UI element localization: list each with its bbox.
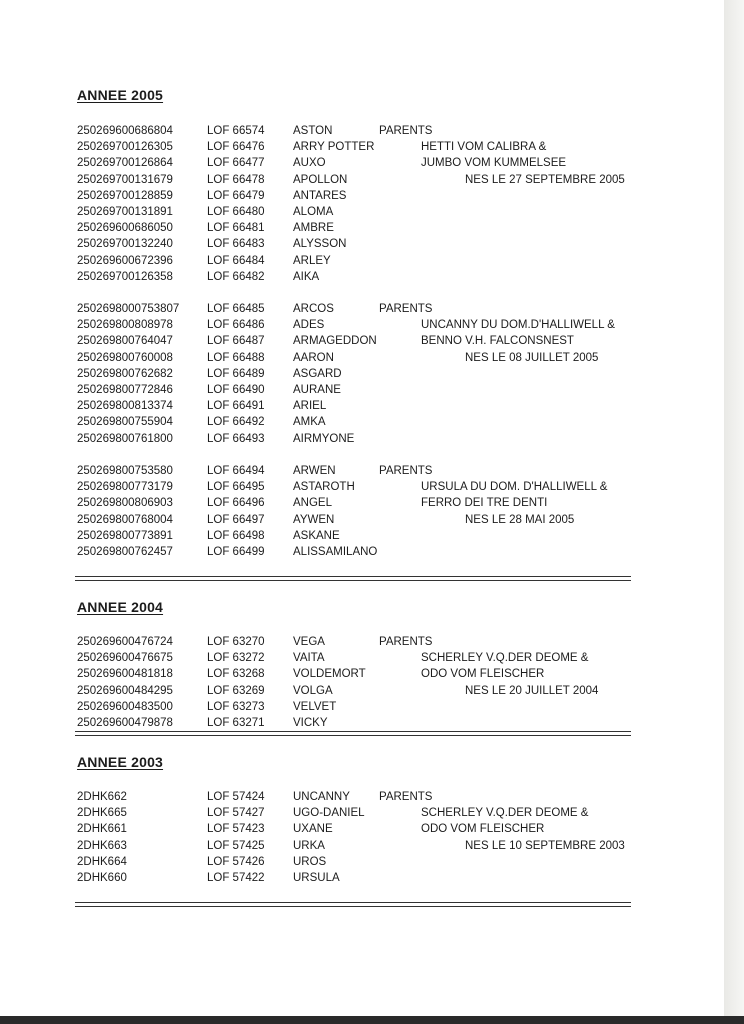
puppy-row [0, 398, 724, 414]
birth-date: NES LE 08 JUILLET 2005 [465, 351, 599, 364]
puppy-name: ASGARD [293, 367, 342, 380]
birth-date: NES LE 28 MAI 2005 [465, 513, 575, 526]
puppy-name: AIRMYONE [293, 432, 355, 445]
puppy-lof-number: LOF 66487 [207, 335, 265, 348]
puppy-id: 250269800762457 [77, 546, 173, 558]
puppy-id: 2502698000753807 [77, 303, 180, 315]
puppy-lof-number: LOF 66499 [207, 546, 265, 558]
puppy-row [0, 805, 724, 821]
section-title: ANNEE 2003 [77, 754, 164, 770]
parent-father: JUMBO VOM KUMMELSEE [421, 157, 567, 170]
puppy-lof-number: LOF 66484 [207, 254, 265, 267]
puppy-lof-number: LOF 66490 [207, 384, 265, 396]
section-title: ANNEE 2004 [77, 599, 164, 615]
parent-mother: UNCANNY DU DOM.D'HALLIWELL & [421, 319, 615, 332]
puppy-name: ARWEN [293, 465, 336, 477]
puppy-id: 250269800755904 [77, 416, 173, 429]
puppy-id: 250269800762682 [77, 367, 173, 380]
section-separator [75, 902, 631, 907]
puppy-lof-number: LOF 57422 [207, 872, 265, 884]
puppy-lof-number: LOF 66476 [207, 141, 265, 154]
puppy-name: ARMAGEDDON [293, 335, 377, 348]
puppy-name: ASTON [293, 125, 333, 137]
puppy-row [0, 463, 724, 479]
puppy-name: UGO-DANIEL [293, 807, 365, 820]
puppy-lof-number: LOF 57427 [207, 807, 265, 820]
puppy-lof-number: LOF 63272 [207, 652, 265, 665]
puppy-id: 250269700126864 [77, 157, 173, 170]
puppy-row [0, 301, 724, 317]
puppy-lof-number: LOF 66492 [207, 416, 265, 429]
puppy-id: 250269700131679 [77, 173, 173, 186]
puppy-id: 250269700128859 [77, 189, 173, 202]
puppy-lof-number: LOF 63273 [207, 700, 265, 713]
puppy-lof-number: LOF 66481 [207, 222, 265, 235]
puppy-lof-number: LOF 63268 [207, 668, 265, 681]
puppy-lof-number: LOF 66493 [207, 432, 265, 445]
puppy-name: APOLLON [293, 173, 348, 186]
puppy-row [0, 854, 724, 870]
puppy-row [0, 366, 724, 382]
puppy-id: 250269600481818 [77, 668, 173, 681]
puppy-lof-number: LOF 66496 [207, 497, 265, 510]
puppy-row [0, 350, 724, 366]
puppy-id: 250269600672396 [77, 254, 173, 267]
puppy-row [0, 155, 724, 171]
puppy-lof-number: LOF 66482 [207, 270, 265, 283]
puppy-name: UXANE [293, 823, 333, 836]
puppy-id: 250269600484295 [77, 684, 173, 697]
puppy-id: 2DHK661 [77, 823, 127, 836]
birth-date: NES LE 10 SEPTEMBRE 2003 [465, 839, 625, 852]
puppy-id: 250269700132240 [77, 238, 173, 251]
puppy-name: ARCOS [293, 303, 334, 315]
puppy-lof-number: LOF 66478 [207, 173, 265, 186]
puppy-id: 250269800808978 [77, 319, 173, 332]
puppy-id: 250269700131891 [77, 206, 173, 218]
puppy-lof-number: LOF 66491 [207, 400, 265, 413]
puppy-id: 250269600476724 [77, 636, 173, 648]
puppy-name: VELVET [293, 700, 337, 713]
puppy-lof-number: LOF 57425 [207, 839, 265, 852]
puppy-name: AYWEN [293, 513, 335, 526]
puppy-id: 2DHK662 [77, 791, 127, 803]
puppy-name: VAITA [293, 652, 325, 665]
puppy-name: URKA [293, 839, 325, 852]
puppy-row [0, 683, 724, 699]
puppy-id: 2DHK665 [77, 807, 127, 820]
puppy-id: 250269600479878 [77, 717, 173, 729]
puppy-row [0, 715, 724, 731]
puppy-row [0, 634, 724, 650]
parent-father: ODO VOM FLEISCHER [421, 668, 545, 681]
puppy-lof-number: LOF 66480 [207, 206, 265, 218]
puppy-name: AMBRE [293, 222, 334, 235]
puppy-id: 2DHK663 [77, 839, 127, 852]
parent-mother: SCHERLEY V.Q.DER DEOME & [421, 807, 589, 820]
puppy-id: 250269800772846 [77, 384, 173, 396]
parent-mother: HETTI VOM CALIBRA & [421, 141, 547, 154]
puppy-lof-number: LOF 57423 [207, 823, 265, 836]
puppy-id: 250269800764047 [77, 335, 173, 348]
puppy-row [0, 495, 724, 511]
puppy-id: 250269800760008 [77, 351, 173, 364]
puppy-lof-number: LOF 66479 [207, 189, 265, 202]
puppy-name: AIKA [293, 270, 320, 283]
puppy-row [0, 204, 724, 220]
puppy-lof-number: LOF 66485 [207, 303, 265, 315]
puppy-row [0, 269, 724, 285]
puppy-row [0, 220, 724, 236]
puppy-name: AUXO [293, 157, 326, 170]
puppy-row [0, 236, 724, 252]
puppy-name: VEGA [293, 636, 325, 648]
puppy-lof-number: LOF 66486 [207, 319, 265, 332]
puppy-name: ALISSAMILANO [293, 546, 378, 558]
puppy-name: ASKANE [293, 529, 340, 542]
puppy-row [0, 512, 724, 528]
puppy-row [0, 253, 724, 269]
puppy-row [0, 123, 724, 139]
birth-date: NES LE 27 SEPTEMBRE 2005 [465, 173, 625, 186]
parents-label: PARENTS [379, 636, 433, 648]
puppy-name: ARLEY [293, 254, 331, 267]
puppy-id: 250269600483500 [77, 700, 173, 713]
parent-mother: SCHERLEY V.Q.DER DEOME & [421, 652, 589, 665]
puppy-name: ALOMA [293, 206, 334, 218]
puppy-name: URSULA [293, 872, 340, 884]
puppy-lof-number: LOF 66477 [207, 157, 265, 170]
puppy-name: ANTARES [293, 189, 347, 202]
puppy-row [0, 650, 724, 666]
puppy-id: 250269800761800 [77, 432, 173, 445]
puppy-row [0, 139, 724, 155]
puppy-row [0, 382, 724, 398]
puppy-lof-number: LOF 66498 [207, 529, 265, 542]
puppy-row [0, 870, 724, 886]
puppy-lof-number: LOF 66495 [207, 481, 265, 494]
puppy-lof-number: LOF 66574 [207, 125, 265, 137]
puppy-id: 250269600476675 [77, 652, 173, 665]
puppy-name: AARON [293, 351, 334, 364]
puppy-row [0, 172, 724, 188]
puppy-lof-number: LOF 66489 [207, 367, 265, 380]
section-separator [75, 576, 631, 581]
puppy-id: 250269800773891 [77, 529, 173, 542]
puppy-lof-number: LOF 63271 [207, 717, 265, 729]
puppy-name: AMKA [293, 416, 326, 429]
puppy-id: 250269700126305 [77, 141, 173, 154]
puppy-lof-number: LOF 66494 [207, 465, 265, 477]
puppy-id: 2DHK660 [77, 872, 127, 884]
puppy-row [0, 431, 724, 447]
puppy-name: ALYSSON [293, 238, 347, 251]
page-edge-shadow [724, 0, 744, 1024]
puppy-name: UNCANNY [293, 791, 350, 803]
section-separator [75, 731, 631, 736]
puppy-lof-number: LOF 66483 [207, 238, 265, 251]
parents-label: PARENTS [379, 303, 433, 315]
parents-label: PARENTS [379, 791, 433, 803]
puppy-id: 250269800773179 [77, 481, 173, 494]
puppy-name: ARIEL [293, 400, 327, 413]
puppy-row [0, 666, 724, 682]
scan-bottom-border [0, 1016, 744, 1024]
puppy-name: ADES [293, 319, 325, 332]
parent-father: ODO VOM FLEISCHER [421, 823, 545, 836]
puppy-name: ARRY POTTER [293, 141, 375, 154]
puppy-lof-number: LOF 66488 [207, 351, 265, 364]
puppy-name: ANGEL [293, 497, 332, 510]
parent-mother: URSULA DU DOM. D'HALLIWELL & [421, 481, 608, 494]
puppy-name: VOLDEMORT [293, 668, 366, 681]
puppy-id: 250269800753580 [77, 465, 173, 477]
puppy-id: 250269800806903 [77, 497, 173, 510]
puppy-name: ASTAROTH [293, 481, 355, 494]
puppy-id: 250269700126358 [77, 270, 173, 283]
puppy-id: 250269600686804 [77, 125, 173, 137]
puppy-lof-number: LOF 63270 [207, 636, 265, 648]
birth-date: NES LE 20 JUILLET 2004 [465, 684, 599, 697]
puppy-id: 2DHK664 [77, 855, 127, 868]
puppy-row [0, 333, 724, 349]
parent-father: BENNO V.H. FALCONSNEST [421, 335, 574, 348]
puppy-row [0, 414, 724, 430]
puppy-id: 250269800768004 [77, 513, 173, 526]
parent-father: FERRO DEI TRE DENTI [421, 497, 548, 510]
puppy-row [0, 528, 724, 544]
puppy-name: VOLGA [293, 684, 333, 697]
puppy-name: AURANE [293, 384, 341, 396]
puppy-row [0, 188, 724, 204]
section-title: ANNEE 2005 [77, 87, 164, 103]
puppy-id: 250269600686050 [77, 222, 173, 235]
puppy-row [0, 317, 724, 333]
puppy-row [0, 699, 724, 715]
parents-label: PARENTS [379, 465, 433, 477]
puppy-row [0, 544, 724, 560]
puppy-name: VICKY [293, 717, 328, 729]
puppy-name: UROS [293, 855, 327, 868]
puppy-id: 250269800813374 [77, 400, 173, 413]
puppy-lof-number: LOF 57426 [207, 855, 265, 868]
parents-label: PARENTS [379, 125, 433, 137]
puppy-lof-number: LOF 66497 [207, 513, 265, 526]
puppy-lof-number: LOF 63269 [207, 684, 265, 697]
puppy-lof-number: LOF 57424 [207, 791, 265, 803]
puppy-row [0, 789, 724, 805]
puppy-row [0, 821, 724, 837]
puppy-row [0, 838, 724, 854]
puppy-row [0, 479, 724, 495]
